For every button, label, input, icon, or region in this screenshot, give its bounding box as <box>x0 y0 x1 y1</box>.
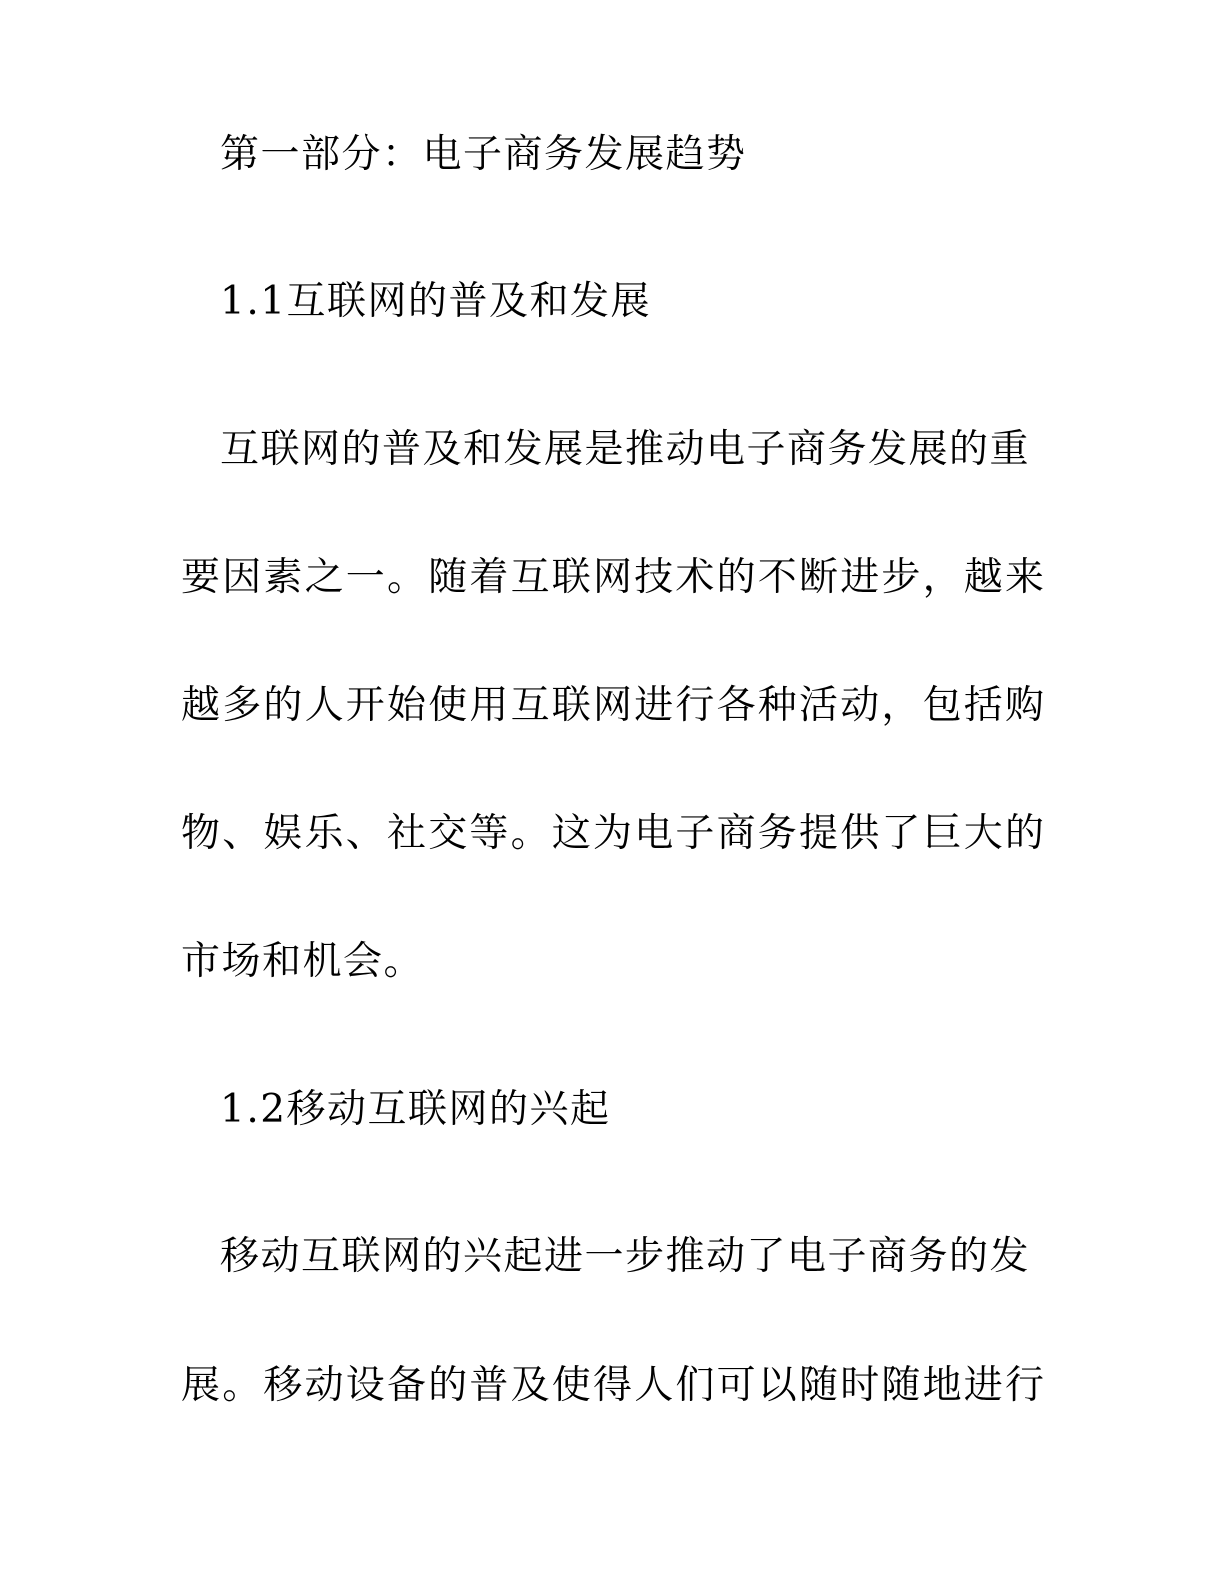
section-1-1-paragraph-line: 市场和机会。 <box>181 939 425 984</box>
section-1-1-title: 1.1互联网的普及和发展 <box>220 279 652 324</box>
section-1-1-paragraph-line: 要因素之一。随着互联网技术的不断进步，越来 <box>181 555 1047 600</box>
section-1-2-paragraph-line: 移动互联网的兴起进一步推动了电子商务的发 <box>220 1234 1031 1279</box>
section-1-1-paragraph-line: 物、娱乐、社交等。这为电子商务提供了巨大的 <box>181 811 1047 856</box>
section-1-1-paragraph-line: 互联网的普及和发展是推动电子商务发展的重 <box>220 427 1031 472</box>
section-1-1-paragraph-line: 越多的人开始使用互联网进行各种活动，包括购 <box>181 683 1047 728</box>
part-heading: 第一部分：电子商务发展趋势 <box>220 132 747 177</box>
section-1-2-paragraph-line: 展。移动设备的普及使得人们可以随时随地进行 <box>181 1363 1047 1408</box>
section-1-2-title: 1.2移动互联网的兴起 <box>220 1087 611 1132</box>
